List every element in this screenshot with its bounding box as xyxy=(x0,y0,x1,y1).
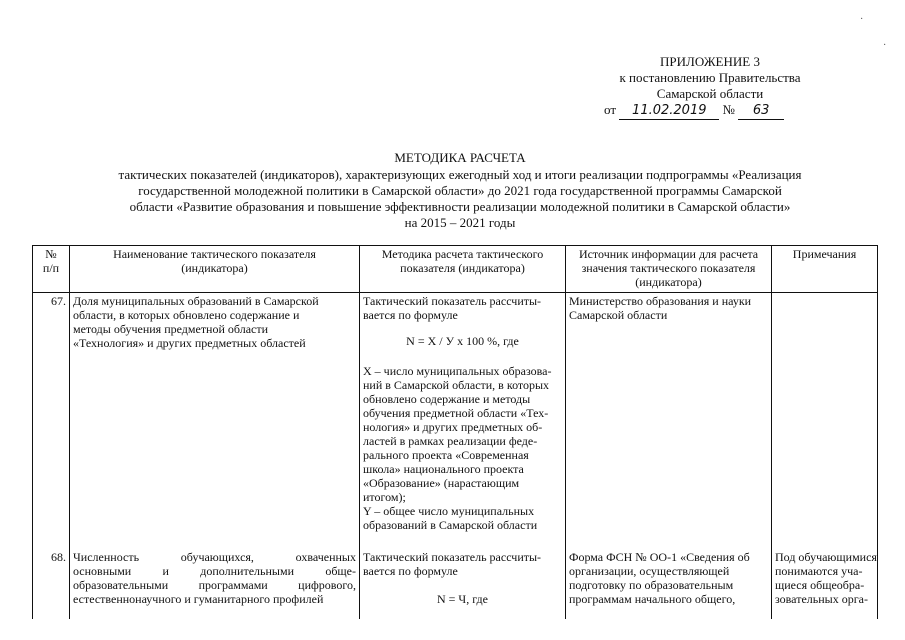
header-source xyxy=(566,246,772,293)
indicator-name-line: «Технология» и других предметных областей xyxy=(73,336,306,350)
method-desc-line: обучения предметной области «Тех- xyxy=(363,406,549,420)
methodology-cell xyxy=(360,549,566,619)
from-label: от xyxy=(604,102,617,117)
method-desc-line: Х – число муниципальных образова- xyxy=(363,364,552,378)
row-number: 68. xyxy=(33,549,70,619)
appendix-line-2: Самарской области xyxy=(656,86,764,101)
methodology-cell xyxy=(360,293,566,550)
method-desc-line: ластей в рамках реализации феде- xyxy=(363,434,538,448)
header-notes xyxy=(772,246,878,293)
appendix-signature-line xyxy=(600,102,820,120)
header-text: п/п xyxy=(42,261,60,275)
formula: N = X / У x 100 %, где xyxy=(406,334,519,348)
indicator-name-line: образовательными программами цифрового, xyxy=(73,578,356,592)
indicator-name-line: Доля муниципальных образований в Самарской xyxy=(73,294,319,308)
header-text: (индикатора) xyxy=(181,261,248,275)
subtitle-line: области «Развитие образования и повышение эффективности реализации молодежной политики в Самарской области» xyxy=(129,199,791,214)
source-line: организации, осуществляющей xyxy=(569,564,730,578)
source-cell xyxy=(566,549,772,619)
indicator-name-line: области, в которых обновлено содержание и xyxy=(73,308,300,322)
header-text: (индикатора) xyxy=(635,275,702,289)
source-line: Министерство образования и науки xyxy=(569,294,752,308)
appendix-block xyxy=(600,54,820,120)
row-number: 67. xyxy=(33,293,70,550)
method-desc-line: Y – общее число муниципальных xyxy=(363,504,535,518)
appendix-title: ПРИЛОЖЕНИЕ 3 xyxy=(660,54,760,69)
notes-line: Под обучающимися xyxy=(775,550,877,564)
source-cell xyxy=(566,293,772,550)
header-text: Источник информации для расчета xyxy=(578,247,759,261)
document-heading xyxy=(40,150,880,231)
header-text: показателя (индикатора) xyxy=(400,261,525,275)
appendix-line-1: к постановлению Правительства xyxy=(619,70,801,85)
method-desc-line: нология» и других предметных об- xyxy=(363,420,543,434)
method-intro-line: вается по формуле xyxy=(363,564,458,578)
header-text: № xyxy=(45,247,57,261)
indicator-name-line: методы обучения предметной области xyxy=(73,322,269,336)
subtitle-line: на 2015 – 2021 годы xyxy=(404,215,516,230)
subtitle-line: тактических показателей (индикаторов), характеризующих ежегодный ход и итоги реализации подпрограммы «Реализация xyxy=(118,167,802,182)
formula: N = Ч, где xyxy=(437,592,488,606)
methodology-table xyxy=(32,245,878,619)
scan-speck: · xyxy=(860,14,864,25)
method-desc-line: образований в Самарской области xyxy=(363,518,538,532)
header-text: Методика расчета тактического xyxy=(381,247,544,261)
method-intro-line: Тактический показатель рассчиты- xyxy=(363,550,542,564)
indicator-name-line: Численность обучающихся, охваченных xyxy=(73,550,356,564)
scan-speck: · xyxy=(883,40,887,51)
subtitle-line: государственной молодежной политики в Самарской области» до 2021 года государственной программы Самарской xyxy=(138,183,782,198)
method-desc-line: школа» национального проекта xyxy=(363,462,524,476)
source-line: подготовку по образовательным xyxy=(569,578,734,592)
number-label: № xyxy=(722,102,735,117)
header-text: значения тактического показателя xyxy=(581,261,756,275)
header-text: Наименование тактического показателя xyxy=(113,247,316,261)
method-desc-line: итогом); xyxy=(363,490,406,504)
method-intro-line: Тактический показатель рассчиты- xyxy=(363,294,542,308)
indicator-name-line: естественнонаучного и гуманитарного профилей xyxy=(73,592,324,606)
method-desc-line: «Образование» (нарастающим xyxy=(363,476,520,490)
handwritten-date: 11.02.2019 xyxy=(619,103,719,120)
handwritten-number: 63 xyxy=(738,103,784,120)
document-title: МЕТОДИКА РАСЧЕТА xyxy=(394,150,526,165)
source-line: Самарской области xyxy=(569,308,668,322)
header-number xyxy=(33,246,70,293)
notes-line: понимаются уча- xyxy=(775,564,863,578)
header-methodology xyxy=(360,246,566,293)
table-row xyxy=(33,549,878,619)
source-line: программам начального общего, xyxy=(569,592,736,606)
method-desc-line: обновлено содержание и методы xyxy=(363,392,531,406)
header-text: Примечания xyxy=(792,247,857,261)
header-indicator-name xyxy=(70,246,360,293)
notes-line: зовательных орга- xyxy=(775,592,868,606)
source-line: Форма ФСН № ОО-1 «Сведения об xyxy=(569,550,750,564)
notes-cell xyxy=(772,549,878,619)
notes-line: щиеся общеобра- xyxy=(775,578,865,592)
table-row xyxy=(33,293,878,550)
indicator-name-cell xyxy=(70,549,360,619)
method-desc-line: рального проекта «Современная xyxy=(363,448,529,462)
table-header-row xyxy=(33,246,878,293)
indicator-name-line: основными и дополнительными обще- xyxy=(73,564,356,578)
indicator-name-cell xyxy=(70,293,360,550)
method-desc-line: ний в Самарской области, в которых xyxy=(363,378,550,392)
method-intro-line: вается по формуле xyxy=(363,308,458,322)
notes-cell xyxy=(772,293,878,550)
